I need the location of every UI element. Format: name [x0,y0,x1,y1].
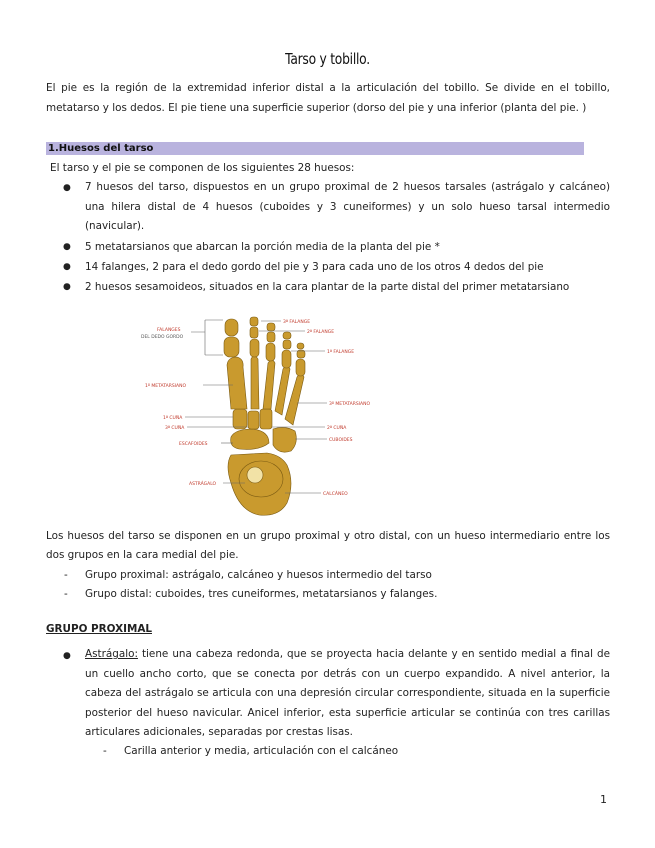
toe4-phalanx-1 [282,350,291,368]
talus-head [247,467,263,483]
cuneiform-3-bone [260,409,272,429]
toe5-phalanx-1 [296,359,305,376]
toe4-phalanx-3 [283,332,291,339]
label-cuna-3: 3ª CUÑA [165,426,185,431]
list-item: 14 falanges, 2 para el dedo gordo del pie y 3 para cada uno de los otros 4 dedos del pie [85,261,544,273]
label-cuna-2: 2ª CUÑA [327,426,347,431]
hallux-phalanx-2 [225,319,238,336]
foot-skeleton-figure [135,305,375,520]
section-heading-grupo-proximal: GRUPO PROXIMAL [46,623,152,635]
list-item: 7 huesos del tarso, dispuestos en un grupo proximal de 2 huesos tarsales (astrágalo y calcáneo) una hilera distal de 4 huesos (cuboides y 3 cuneiformes) y un solo hueso tarsal intermedio (navicular). [85,181,610,232]
toe3-phalanx-1 [266,343,275,361]
label-falange-1: 1ª FALANGE [327,350,355,355]
bullet-icon: ● [63,651,71,661]
page-title: Tarso y tobillo. [285,50,370,68]
cuboid-bone [273,427,296,452]
hallux-phalanx-1 [224,337,239,357]
cuneiform-2-bone [248,411,259,429]
metatarsal-1-bone [227,357,247,409]
metatarsal-3-bone [263,360,275,409]
list-item: Grupo proximal: astrágalo, calcáneo y huesos intermedio del tarso [85,569,432,581]
toe2-phalanx-2 [250,327,258,338]
navicular-bone [231,429,269,449]
label-metatarsiano-3: 3º METATARSIANO [329,402,371,407]
list-item: Carilla anterior y media, articulación con el calcáneo [124,745,399,757]
dash-icon: - [64,588,68,600]
label-cuboides: CUBOIDES [329,438,353,443]
intro-paragraph: El pie es la región de la extremidad inferior distal a la articulación del tobillo. Se divide en el tobillo, metatarso y los dedos. El pie tiene una superficie superior (dorso del pie y una inferior (planta del pie. ) [46,82,610,114]
dash-icon: - [64,569,68,581]
toe2-phalanx-3 [250,317,258,326]
tarso-groups-paragraph: Los huesos del tarso se disponen en un grupo proximal y otro distal, con un hueso intermediario entre los dos grupos en la cara medial del pie. [46,530,610,561]
bullet-icon: ● [63,183,71,193]
metatarsal-4-bone [275,366,290,415]
section-heading-huesos-tarso: 1.Huesos del tarso [46,142,584,155]
label-cuna-1: 1ª CUÑA [163,416,183,421]
bullet-icon: ● [63,262,71,272]
toe2-phalanx-1 [250,339,259,357]
cuneiform-1-bone [233,409,247,429]
label-falange-3: 3ª FALANGE [283,320,311,325]
list-item: 2 huesos sesamoideos, situados en la cara plantar de la parte distal del primer metatarsiano [85,281,570,293]
astragalo-paragraph [85,645,610,743]
section-lead: El tarso y el pie se componen de los siguientes 28 huesos: [50,162,355,174]
label-escafoides: ESCAFOIDES [179,442,208,447]
list-item: Grupo distal: cuboides, tres cuneiformes, metatarsianos y falanges. [85,588,438,600]
toe3-phalanx-2 [267,332,275,342]
toe3-phalanx-3 [267,323,275,331]
dash-icon: - [103,745,107,757]
toe4-phalanx-2 [283,340,291,349]
page-number: 1 [600,793,607,806]
label-metatarsiano-1: 1º METATARSIANO [145,384,187,389]
label-falanges: FALANGES [157,328,181,333]
label-calcaneo: CALCÁNEO [323,492,348,497]
label-dedo-gordo: DEL DEDO GORDO [141,335,184,340]
bullet-icon: ● [63,282,71,292]
bullet-icon: ● [63,242,71,252]
list-item: 5 metatarsianos que abarcan la porción media de la planta del pie * [85,241,440,253]
metatarsal-2-bone [251,356,259,409]
astragalo-term: Astrágalo: [85,648,138,660]
toe5-phalanx-3 [297,343,304,349]
astragalo-description: tiene una cabeza redonda, que se proyecta hacia delante y en sentido medial a final de un cuello ancho corto, que se conecta por detrás con un cuerpo expandido. A nivel anterior, la cabeza del astrágalo se articula con una depresión circular correspondiente, situada en la superficie posterior del hueso navicular. Anicel inferior, esta superficie articular se continúa con tres carillas articulares adicionales, separadas por crestas lisas. [85,648,610,738]
label-falange-2: 2ª FALANGE [307,330,335,335]
label-astragalo: ASTRÁGALO [189,482,217,487]
